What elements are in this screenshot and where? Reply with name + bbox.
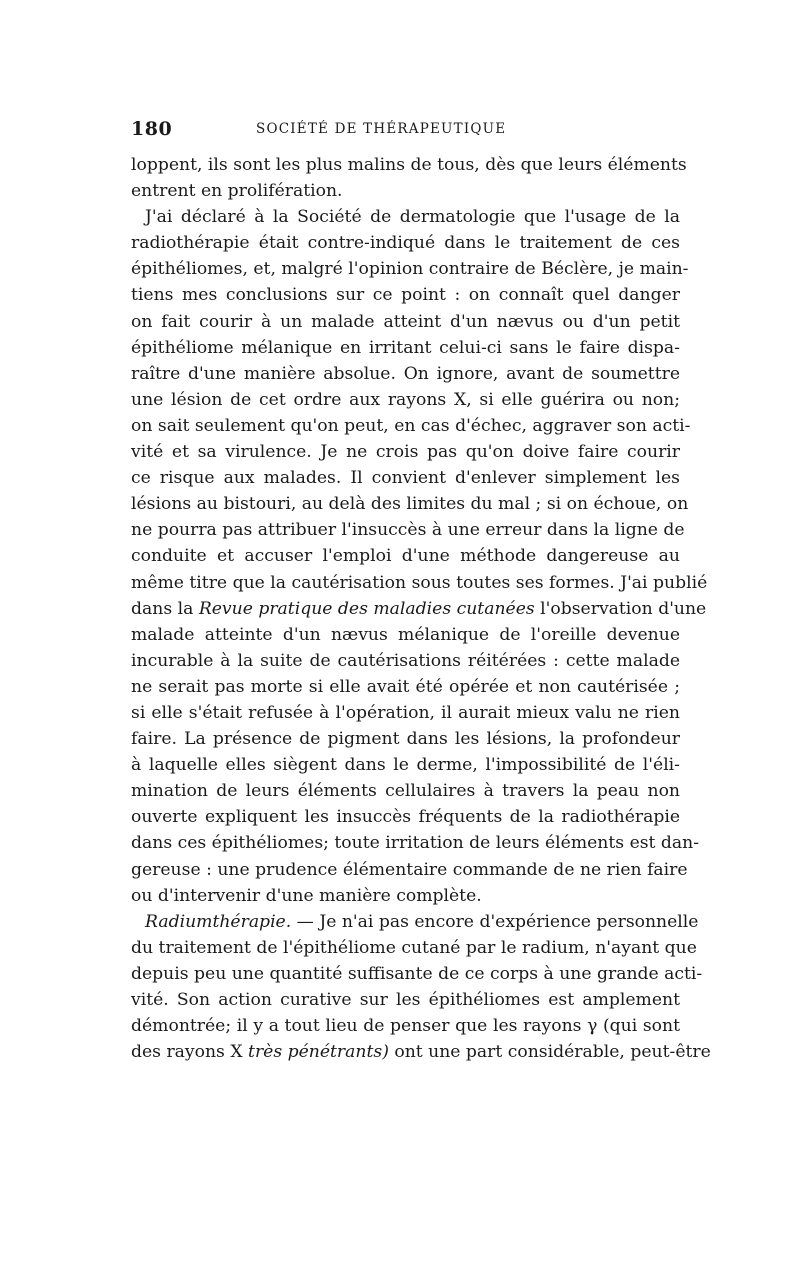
text-line: malade atteinte d'un nævus mélanique de l'oreille devenue — [131, 624, 680, 645]
body-text — [131, 152, 711, 1065]
text-line: on fait courir à un malade atteint d'un nævus ou d'un petit — [131, 311, 680, 332]
text-line: lésions au bistouri, au delà des limites du mal ; si on échoue, on — [131, 494, 689, 515]
text-line: ne serait pas morte si elle avait été opérée et non cautérisée ; — [131, 676, 680, 697]
text-line: raître d'une manière absolue. On ignore, avant de soumettre — [131, 363, 680, 384]
text-line: ouverte expliquent les insuccès fréquents de la radiothérapie — [131, 807, 680, 828]
text-line: J'ai déclaré à la Société de dermatologie que l'usage de la — [145, 207, 680, 228]
text-run: dans la — [131, 598, 199, 619]
text-line: mination de leurs éléments cellulaires à travers la peau non — [131, 781, 680, 802]
text-line: une lésion de cet ordre aux rayons X, si elle guérira ou non; — [131, 389, 680, 410]
text-line: conduite et accuser l'emploi d'une méthode dangereuse au — [131, 546, 680, 567]
text-line — [131, 909, 699, 935]
text-line: loppent, ils sont les plus malins de tous, dès que leurs éléments — [131, 155, 687, 175]
text-line: ne pourra pas attribuer l'insuccès à une erreur dans la ligne de — [131, 520, 685, 541]
text-line: on sait seulement qu'on peut, en cas d'échec, aggraver son acti- — [131, 415, 691, 436]
text-line: épithéliome mélanique en irritant celui-ci sans le faire dispa- — [131, 337, 680, 358]
text-line: faire. La présence de pigment dans les lésions, la profondeur — [131, 729, 680, 750]
running-title: SOCIÉTÉ DE THÉRAPEUTIQUE — [256, 121, 507, 137]
text-line: depuis peu une quantité suffisante de ce corps à une grande acti- — [131, 963, 703, 984]
text-line: vité et sa virulence. Je ne crois pas qu'on doive faire courir — [131, 442, 680, 463]
text-line: démontrée; il y a tout lieu de penser que les rayons γ (qui sont — [131, 1016, 680, 1037]
page-number: 180 — [131, 118, 173, 140]
text-line — [131, 596, 707, 622]
text-line: ou d'intervenir d'une manière complète. — [131, 885, 482, 906]
text-line: du traitement de l'épithéliome cutané par le radium, n'ayant que — [131, 937, 697, 958]
journal-title: Revue pratique des maladies cutanées — [198, 598, 535, 619]
text-run: — Je n'ai pas encore d'expérience personnelle — [291, 911, 699, 932]
text-run: ont une part considérable, peut-être — [388, 1042, 711, 1063]
text-line: à laquelle elles siègent dans le derme, l'impossibilité de l'éli- — [131, 755, 680, 776]
text-line: incurable à la suite de cautérisations réitérées : cette malade — [131, 650, 680, 671]
text-line: même titre que la cautérisation sous toutes ses formes. J'ai publié — [131, 572, 708, 593]
text-line: gereuse : une prudence élémentaire commande de ne rien faire — [131, 859, 688, 880]
text-line — [131, 1039, 711, 1065]
text-line: radiothérapie était contre-indiqué dans le traitement de ces — [131, 233, 680, 254]
text-line: tiens mes conclusions sur ce point : on connaît quel danger — [131, 285, 680, 306]
text-line: vité. Son action curative sur les épithéliomes est amplement — [131, 990, 680, 1010]
text-line: épithéliomes, et, malgré l'opinion contraire de Béclère, je main- — [131, 259, 689, 280]
text-line: dans ces épithéliomes; toute irritation de leurs éléments est dan- — [131, 833, 700, 854]
text-run: l'observation d'une — [534, 598, 707, 619]
text-run: des rayons X — [131, 1042, 249, 1063]
text-line: entrent en prolifération. — [131, 181, 343, 202]
text-line: si elle s'était refusée à l'opération, il aurait mieux valu ne rien — [131, 702, 680, 723]
page-header — [131, 118, 680, 148]
emphasis-text: très pénétrants) — [248, 1042, 389, 1063]
section-heading: Radiumthérapie. — [145, 911, 292, 932]
text-line: ce risque aux malades. Il convient d'enlever simplement les — [131, 468, 680, 489]
